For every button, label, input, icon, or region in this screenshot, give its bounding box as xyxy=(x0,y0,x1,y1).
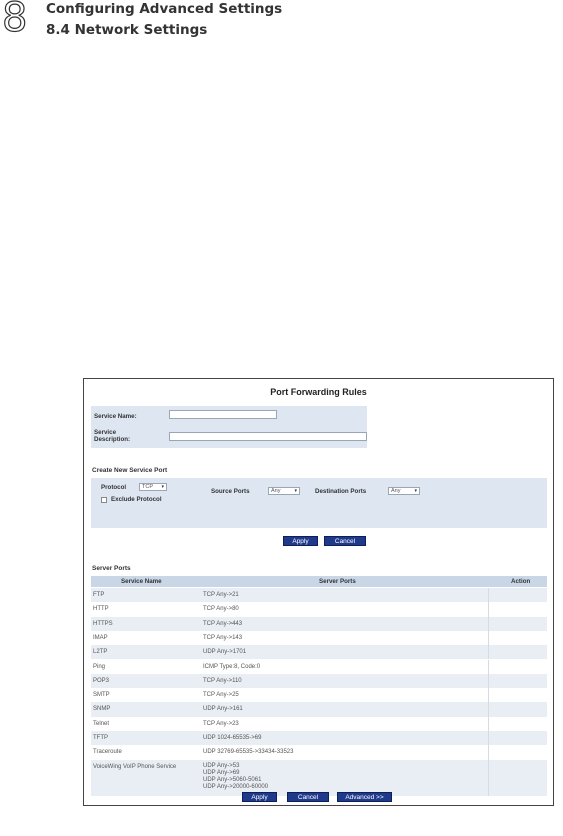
row-service-name: VoiceWing VoIP Phone Service xyxy=(93,763,177,770)
source-ports-label: Source Ports xyxy=(211,488,250,495)
cancel-button[interactable]: Cancel xyxy=(324,536,366,546)
port-forwarding-screenshot xyxy=(83,378,554,806)
row-service-name: Traceroute xyxy=(93,749,122,756)
table-row[interactable] xyxy=(91,660,547,674)
chevron-down-icon: ▾ xyxy=(294,488,297,494)
column-header-action: Action xyxy=(511,578,531,585)
row-service-name: FTP xyxy=(93,592,105,598)
table-row[interactable] xyxy=(91,702,547,716)
chapter-title: Configuring Advanced Settings xyxy=(46,1,283,17)
protocol-select[interactable]: TCP ▾ xyxy=(139,483,167,491)
advanced-button[interactable]: Advanced >> xyxy=(337,792,392,802)
row-service-name: L2TP xyxy=(93,649,108,656)
chapter-number: 8 xyxy=(2,0,28,41)
column-header-server-ports: Server Ports xyxy=(319,578,356,585)
row-service-name: TFTP xyxy=(93,735,108,741)
page-title: Port Forwarding Rules xyxy=(270,387,367,397)
service-name-input[interactable] xyxy=(169,410,277,419)
row-server-ports: TCP Any->80 xyxy=(203,606,239,613)
table-row[interactable] xyxy=(91,717,547,731)
column-header-service-name: Service Name xyxy=(121,578,162,585)
apply-button[interactable]: Apply xyxy=(283,536,318,546)
table-row[interactable] xyxy=(91,631,547,645)
section-title: 8.4 Network Settings xyxy=(46,22,208,38)
row-service-name: SNMP xyxy=(93,706,111,713)
exclude-protocol-checkbox[interactable] xyxy=(101,497,107,503)
service-panel xyxy=(91,406,367,448)
chevron-down-icon: ▾ xyxy=(161,484,164,490)
service-description-label: Service Description: xyxy=(94,429,131,443)
row-server-ports-line: UDP Any->20000-60000 xyxy=(203,783,269,790)
row-server-ports: ICMP Type:8, Code:0 xyxy=(203,663,261,670)
row-server-ports: UDP 32769-65535->33434-33523 xyxy=(203,749,294,756)
row-server-ports: UDP Any->1701 xyxy=(203,649,247,656)
table-row[interactable] xyxy=(91,760,547,796)
row-service-name: Ping xyxy=(93,663,106,670)
row-service-name: POP3 xyxy=(93,677,110,684)
row-server-ports: TCP Any->21 xyxy=(203,592,239,598)
row-server-ports-line: UDP Any->5060-5061 xyxy=(203,776,262,783)
destination-ports-select[interactable]: Any ▾ xyxy=(388,487,420,495)
table-row[interactable] xyxy=(91,588,547,602)
create-port-panel xyxy=(91,478,547,528)
table-row[interactable] xyxy=(91,645,547,659)
row-server-ports: TCP Any->25 xyxy=(203,692,239,699)
bottom-cancel-button[interactable]: Cancel xyxy=(287,792,329,802)
table-header xyxy=(91,576,547,587)
table-row[interactable] xyxy=(91,674,547,688)
table-row[interactable] xyxy=(91,745,547,759)
server-ports-heading: Server Ports xyxy=(92,565,131,572)
table-row[interactable] xyxy=(91,617,547,631)
row-server-ports: UDP 1024-65535->69 xyxy=(203,735,262,741)
destination-ports-label: Destination Ports xyxy=(315,488,367,495)
row-server-ports: TCP Any->143 xyxy=(203,634,243,641)
row-service-name: HTTPS xyxy=(93,620,113,627)
row-server-ports-line: UDP Any->69 xyxy=(203,769,240,776)
create-service-port-heading: Create New Service Port xyxy=(92,467,168,474)
row-service-name: IMAP xyxy=(93,634,108,641)
table-row[interactable] xyxy=(91,688,547,702)
service-name-label: Service Name: xyxy=(94,413,137,420)
row-server-ports: TCP Any->23 xyxy=(203,720,239,727)
row-service-name: SMTP xyxy=(93,692,110,699)
row-server-ports-line: UDP Any->53 xyxy=(203,762,240,769)
row-server-ports: TCP Any->110 xyxy=(203,677,242,684)
table-row[interactable] xyxy=(91,731,547,745)
protocol-label: Protocol xyxy=(101,484,127,491)
row-server-ports: TCP Any->443 xyxy=(203,620,243,627)
chevron-down-icon: ▾ xyxy=(414,488,417,494)
exclude-protocol-label: Exclude Protocol xyxy=(111,496,162,503)
table-row[interactable] xyxy=(91,602,547,616)
row-service-name: HTTP xyxy=(93,606,109,613)
source-ports-select[interactable]: Any ▾ xyxy=(268,487,300,495)
bottom-apply-button[interactable]: Apply xyxy=(242,792,277,802)
service-description-input[interactable] xyxy=(169,432,367,441)
row-server-ports: UDP Any->161 xyxy=(203,706,243,713)
row-service-name: Telnet xyxy=(93,720,110,727)
